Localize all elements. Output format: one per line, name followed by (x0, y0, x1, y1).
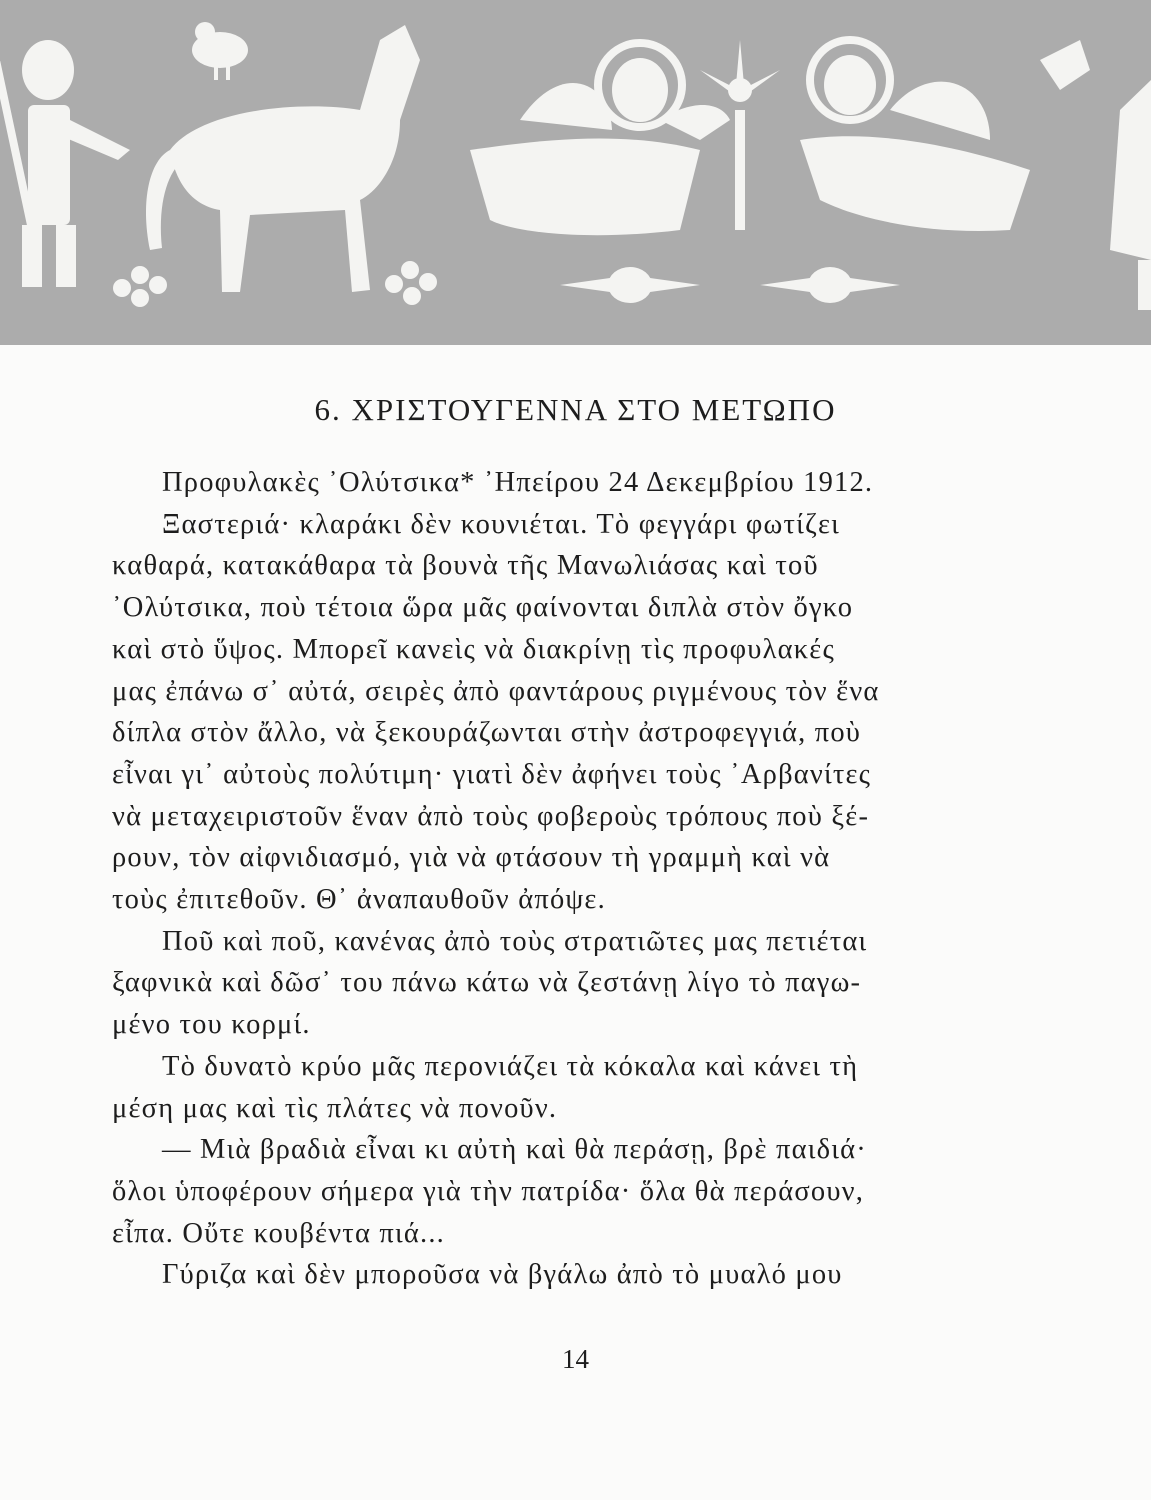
paragraph (112, 1129, 992, 1254)
text-line: τοὺς ἐπιτεθοῦν. Θ᾿ ἀναπαυθοῦν ἀπόψε. (112, 884, 606, 916)
text-line: Ξαστεριά· κλαράκι δὲν κουνιέται. Τὸ φεγγάρι φωτίζει (162, 508, 841, 540)
text-line: ξαφνικὰ καὶ δῶσ᾿ του πάνω κάτω νὰ ζεστάνῃ λίγο τὸ παγω- (112, 967, 862, 999)
text-line: μέση μας καὶ τὶς πλάτες νὰ πονοῦν. (112, 1092, 558, 1124)
text-line: καθαρά, κατακάθαρα τὰ βουνὰ τῆς Μανωλιάσας καὶ τοῦ (112, 550, 819, 582)
text-line: δίπλα στὸν ἄλλο, νὰ ξεκουράζωνται στὴν ἀστροφεγγιά, ποὺ (112, 717, 862, 749)
decorative-banner (0, 0, 1151, 345)
text-line: Τὸ δυνατὸ κρύο μᾶς περονιάζει τὰ κόκαλα καὶ κάνει τὴ (162, 1050, 859, 1082)
text-line: μας ἐπάνω σ᾿ αὐτά, σειρὲς ἀπὸ φαντάρους ριγμένους τὸν ἕνα (112, 675, 880, 707)
body-text (112, 462, 992, 1296)
page-number: 14 (562, 1344, 589, 1374)
paragraph (112, 921, 992, 1046)
text-line: ὅλοι ὑποφέρουν σήμερα γιὰ τὴν πατρίδα· ὅλα θὰ περάσουν, (112, 1175, 865, 1207)
text-line: καὶ στὸ ὕψος. Μπορεῖ κανεὶς νὰ διακρίνῃ τὶς προφυλακές (112, 633, 835, 665)
text-line: — Μιὰ βραδιὰ εἶναι κι αὐτὴ καὶ θὰ περάσῃ, βρὲ παιδιά· (162, 1134, 867, 1166)
text-line: νὰ μεταχειριστοῦν ἕναν ἀπὸ τοὺς φοβεροὺς τρόπους ποὺ ξέ- (112, 800, 870, 832)
text-line: ᾿Ολύτσικα, ποὺ τέτοια ὥρα μᾶς φαίνονται διπλὰ στὸν ὄγκο (112, 592, 854, 624)
text-line: Ποῦ καὶ ποῦ, κανένας ἀπὸ τοὺς στρατιῶτες μας πετιέται (162, 925, 868, 957)
text-line: Γύριζα καὶ δὲν μποροῦσα νὰ βγάλω ἀπὸ τὸ μυαλό μου (162, 1259, 843, 1291)
text-line: μένο του κορμί. (112, 1009, 311, 1041)
chapter-title: 6. ΧΡΙΣΤΟΥΓΕΝΝΑ ΣΤΟ ΜΕΤΩΠΟ (314, 392, 837, 427)
paragraph (112, 462, 992, 921)
folk-art-illustration (0, 0, 1151, 345)
text-line: ρουν, τὸν αἰφνιδιασμό, γιὰ νὰ φτάσουν τὴ γραμμὴ καὶ νὰ (112, 842, 831, 874)
paragraph (112, 1046, 992, 1129)
text-line: εἶπα. Οὔτε κουβέντα πιά... (112, 1217, 445, 1249)
paragraph (112, 1254, 992, 1296)
text-line: εἶναι γι᾿ αὐτοὺς πολύτιμη· γιατὶ δὲν ἀφήνει τοὺς ᾿Αρβανίτες (112, 758, 872, 790)
text-line: Προφυλακὲς ᾿Ολύτσικα* ᾿Ηπείρου 24 Δεκεμβρίου 1912. (162, 467, 874, 498)
